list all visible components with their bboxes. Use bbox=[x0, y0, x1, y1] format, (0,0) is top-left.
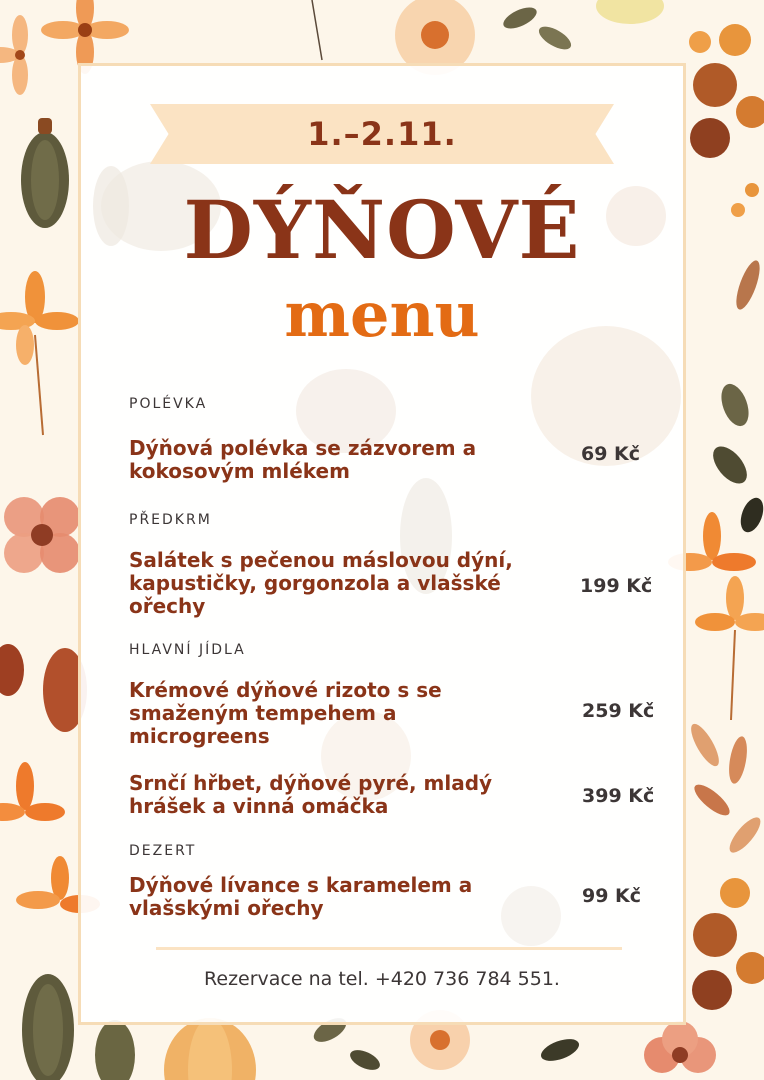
menu-item-line: microgreens bbox=[129, 724, 270, 748]
flower-icon bbox=[0, 762, 65, 821]
pumpkin-icon bbox=[164, 1018, 256, 1080]
menu-item-price: 259 Kč bbox=[582, 700, 655, 722]
menu-item-name bbox=[129, 874, 549, 920]
section-heading-main-courses: HLAVNÍ JÍDLA bbox=[129, 642, 246, 658]
leaf-icon bbox=[686, 720, 764, 857]
menu-item-line: vlašskými ořechy bbox=[129, 896, 324, 920]
menu-item-line: Dýňové lívance s karamelem a bbox=[129, 873, 473, 897]
menu-item-line: smaženým tempehem a bbox=[129, 701, 397, 725]
seed-pod-icon bbox=[22, 974, 74, 1080]
berry-icon bbox=[0, 644, 24, 696]
flower-icon bbox=[644, 1021, 716, 1073]
menu-item-line: ořechy bbox=[129, 594, 206, 618]
menu-item-price: 399 Kč bbox=[582, 785, 655, 807]
berry-icon bbox=[596, 0, 664, 24]
menu-item-name bbox=[129, 437, 549, 483]
menu-item-line: Srnčí hřbet, dýňové pyré, mladý bbox=[129, 771, 493, 795]
seed-pod-icon bbox=[95, 1020, 135, 1080]
menu-item-line: Salátek s pečenou máslovou dýní, bbox=[129, 548, 513, 572]
flower-icon bbox=[0, 271, 79, 435]
seed-pod-icon bbox=[21, 118, 69, 228]
berry-icon bbox=[692, 878, 764, 1010]
menu-item-line: Dýňová polévka se zázvorem a bbox=[129, 436, 477, 460]
menu-subtitle: menu bbox=[284, 278, 480, 351]
menu-item-name bbox=[129, 679, 549, 748]
menu-item-name bbox=[129, 772, 549, 818]
flower-icon bbox=[695, 576, 764, 720]
leaf-icon bbox=[707, 258, 764, 536]
section-heading-dessert: DEZERT bbox=[129, 843, 197, 859]
menu-item-name bbox=[129, 549, 549, 618]
menu-item-price: 199 Kč bbox=[580, 575, 653, 597]
menu-item-price: 69 Kč bbox=[581, 443, 641, 465]
section-heading-starter: PŘEDKRM bbox=[129, 512, 212, 528]
menu-item-line: kokosovým mlékem bbox=[129, 459, 350, 483]
flower-icon bbox=[0, 15, 28, 95]
menu-item-line: hrášek a vinná omáčka bbox=[129, 794, 389, 818]
menu-title: DÝŇOVÉ bbox=[183, 183, 581, 277]
flower-icon bbox=[4, 497, 80, 573]
footer-divider bbox=[156, 947, 622, 950]
menu-item-line: Krémové dýňové rizoto s se bbox=[129, 678, 442, 702]
berry-icon bbox=[689, 24, 764, 217]
menu-item-line: kapustičky, gorgonzola a vlašské bbox=[129, 571, 501, 595]
reservation-contact: Rezervace na tel. +420 736 784 551. bbox=[204, 968, 560, 990]
section-heading-soup: POLÉVKA bbox=[129, 396, 208, 412]
menu-item-price: 99 Kč bbox=[582, 885, 642, 907]
event-date: 1.–2.11. bbox=[307, 115, 457, 153]
